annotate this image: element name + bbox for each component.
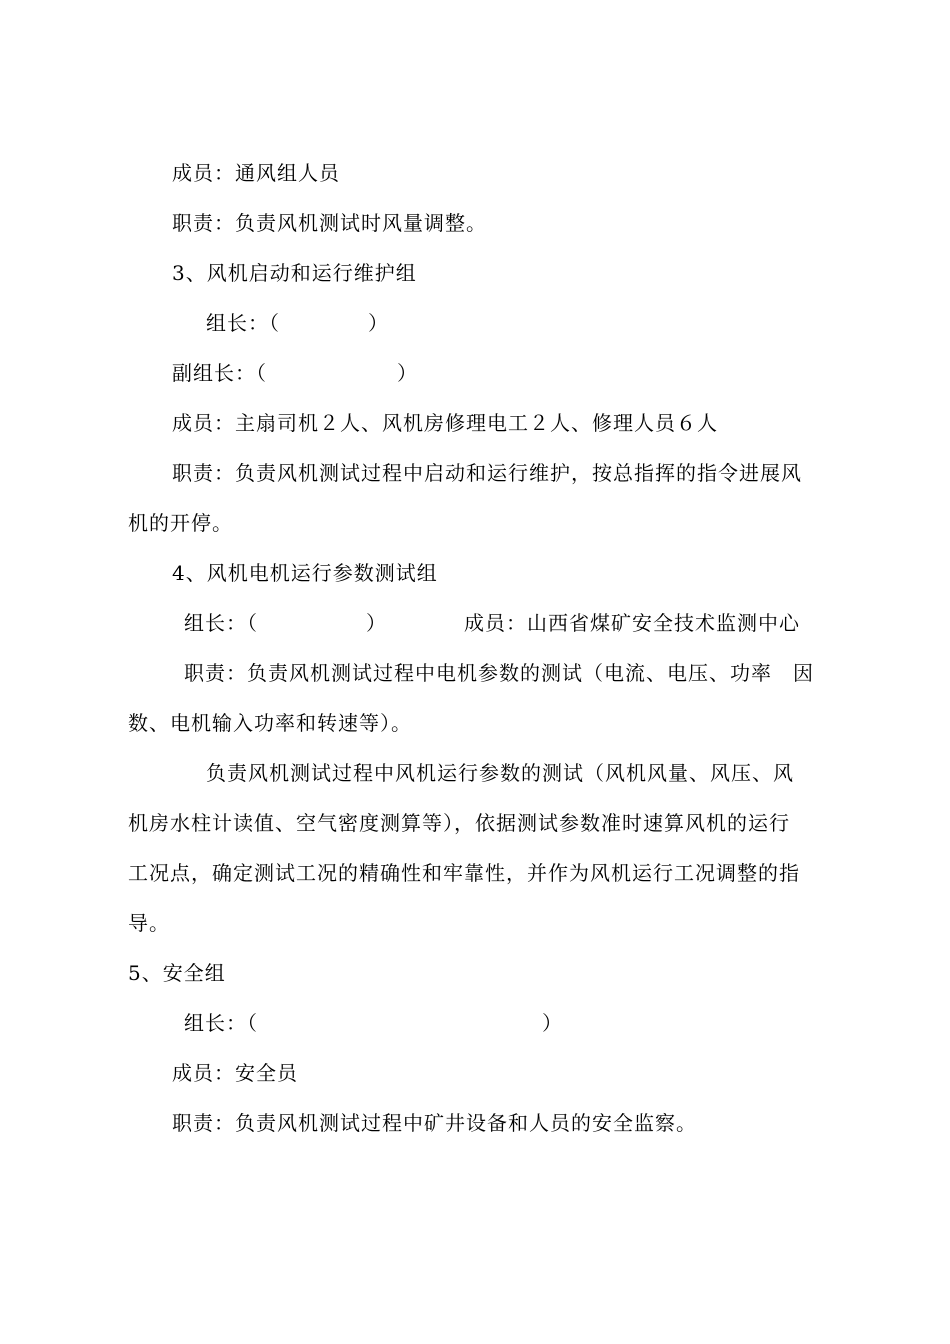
section3-heading: 3、风机启动和运行维护组 (172, 261, 417, 285)
section3-deputy-label: 副组长：（ (172, 361, 267, 385)
section3-leader-close: ） (368, 311, 389, 335)
section3-leader-label: 组长：（ (206, 311, 280, 335)
section3-duty-line2: 机的开停。 (128, 511, 233, 535)
section4-duty-line2: 数、电机输入功率和转速等）。 (128, 711, 412, 735)
section5-heading: 5、安全组 (128, 961, 226, 985)
section3-deputy-close: ） (397, 361, 418, 385)
section5-leader-close: ） (542, 1011, 563, 1035)
section4-para-line3: 工况点，确定测试工况的精确性和牢靠性，并作为风机运行工况调整的指 (128, 861, 800, 885)
section3-deputy (172, 359, 418, 387)
section4-leader-close: ） (366, 611, 387, 635)
section4-members: 成员：山西省煤矿安全技术监测中心 (464, 611, 800, 635)
section5-members: 成员：安全员 (172, 1061, 298, 1085)
section4-heading: 4、风机电机运行参数测试组 (172, 561, 438, 585)
section4-leader-label: 组长：（ (184, 611, 258, 635)
section4-para-line4: 导。 (128, 911, 170, 935)
section4-leader (184, 609, 387, 637)
section4-para-line2: 机房水柱计读值、空气密度测算等），依据测试参数准时速算风机的运行 (128, 811, 790, 835)
section5-leader-label: 组长：（ (184, 1011, 258, 1035)
section2-members: 成员：通风组人员 (172, 161, 340, 185)
section5-leader (184, 1009, 563, 1037)
section3-leader (206, 309, 389, 337)
section4-duty-line1: 职责：负责风机测试过程中电机参数的测试（电流、电压、功率 因 (184, 661, 814, 685)
section2-duty: 职责：负责风机测试时风量调整。 (172, 211, 487, 235)
section4-para-line1: 负责风机测试过程中风机运行参数的测试（风机风量、风压、风 (206, 761, 794, 785)
section3-members: 成员：主扇司机２人、风机房修理电工２人、修理人员６人 (172, 411, 718, 435)
section5-duty: 职责：负责风机测试过程中矿井设备和人员的安全监察。 (172, 1111, 697, 1135)
section3-duty-line1: 职责：负责风机测试过程中启动和运行维护，按总指挥的指令进展风 (172, 461, 802, 485)
